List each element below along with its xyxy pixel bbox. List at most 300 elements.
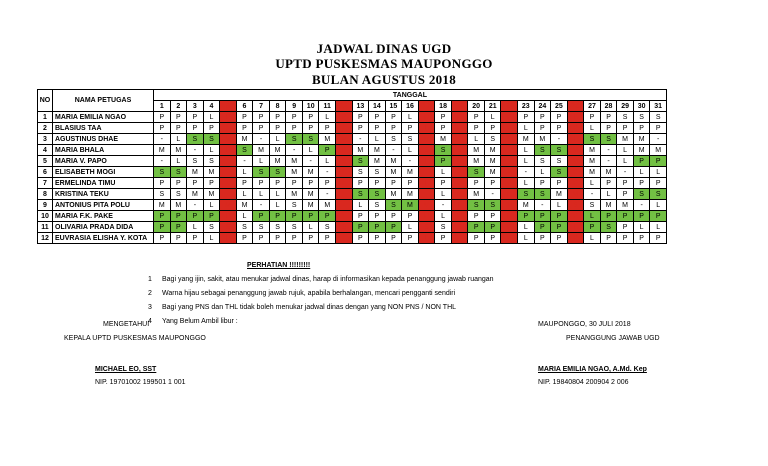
shift-cell: S bbox=[286, 134, 303, 145]
shift-cell: L bbox=[336, 233, 353, 244]
right-signer-nip: NIP. 19840804 200904 2 006 bbox=[538, 379, 629, 386]
shift-cell: L bbox=[584, 123, 601, 134]
shift-cell: - bbox=[286, 145, 303, 156]
day-number-26: 26 bbox=[567, 101, 584, 112]
notes-heading: PERHATIAN !!!!!!!!! bbox=[247, 262, 311, 269]
shift-cell: S bbox=[600, 134, 617, 145]
shift-cell: M bbox=[336, 134, 353, 145]
no-header: NO bbox=[38, 90, 53, 112]
shift-cell: P bbox=[220, 211, 237, 222]
shift-cell: M bbox=[584, 156, 601, 167]
shift-cell: P bbox=[154, 123, 171, 134]
shift-cell: S bbox=[302, 134, 319, 145]
shift-cell: M bbox=[418, 134, 435, 145]
shift-cell: L bbox=[567, 112, 584, 123]
shift-cell: - bbox=[319, 189, 336, 200]
shift-cell: P bbox=[534, 178, 551, 189]
shift-cell: P bbox=[236, 112, 253, 123]
shift-cell: S bbox=[236, 145, 253, 156]
staff-row bbox=[38, 200, 667, 211]
shift-cell: P bbox=[551, 178, 568, 189]
shift-cell: P bbox=[633, 211, 650, 222]
shift-cell: M bbox=[600, 200, 617, 211]
shift-cell: - bbox=[534, 200, 551, 211]
shift-cell: L bbox=[302, 145, 319, 156]
shift-cell: P bbox=[650, 178, 667, 189]
shift-cell: - bbox=[518, 167, 535, 178]
shift-cell: L bbox=[534, 167, 551, 178]
shift-cell: S bbox=[435, 222, 452, 233]
shift-cell: P bbox=[385, 222, 402, 233]
shift-cell: L bbox=[567, 222, 584, 233]
name-header: NAMA PETUGAS bbox=[53, 90, 154, 112]
shift-cell: L bbox=[451, 200, 468, 211]
note-number: 3 bbox=[148, 304, 152, 311]
shift-cell: M bbox=[385, 189, 402, 200]
shift-cell: P bbox=[369, 178, 386, 189]
shift-cell: P bbox=[220, 112, 237, 123]
shift-cell: P bbox=[534, 123, 551, 134]
shift-cell: - bbox=[385, 145, 402, 156]
shift-cell: S bbox=[534, 189, 551, 200]
shift-cell: S bbox=[369, 200, 386, 211]
shift-cell: P bbox=[154, 211, 171, 222]
shift-cell: L bbox=[617, 145, 634, 156]
shift-cell: - bbox=[253, 200, 270, 211]
shift-cell: P bbox=[352, 112, 369, 123]
shift-cell: S bbox=[650, 112, 667, 123]
shift-cell: P bbox=[352, 233, 369, 244]
shift-cell: S bbox=[650, 189, 667, 200]
shift-cell: S bbox=[551, 167, 568, 178]
shift-cell: P bbox=[468, 112, 485, 123]
shift-cell: P bbox=[369, 233, 386, 244]
staff-row bbox=[38, 145, 667, 156]
day-number-29: 29 bbox=[617, 101, 634, 112]
staff-row bbox=[38, 189, 667, 200]
shift-cell: L bbox=[253, 156, 270, 167]
shift-cell: L bbox=[236, 167, 253, 178]
day-number-9: 9 bbox=[286, 101, 303, 112]
staff-name: BLASIUS TAA bbox=[53, 123, 154, 134]
shift-cell: P bbox=[551, 211, 568, 222]
document-subtitle-facility: UPTD PUSKESMAS MAUPONGGO bbox=[275, 56, 493, 71]
shift-cell: S bbox=[617, 112, 634, 123]
shift-cell: - bbox=[154, 156, 171, 167]
staff-row bbox=[38, 167, 667, 178]
shift-cell: M bbox=[302, 167, 319, 178]
shift-cell: - bbox=[253, 134, 270, 145]
shift-cell: M bbox=[584, 145, 601, 156]
note-number: 1 bbox=[148, 276, 152, 283]
left-signer-title: KEPALA UPTD PUSKESMAS MAUPONGGO bbox=[64, 335, 206, 342]
shift-cell: - bbox=[319, 167, 336, 178]
shift-cell: P bbox=[203, 123, 220, 134]
shift-cell: - bbox=[302, 156, 319, 167]
shift-cell: L bbox=[435, 167, 452, 178]
shift-cell: M bbox=[253, 145, 270, 156]
shift-cell: M bbox=[567, 156, 584, 167]
note-text: Warna hijau sebagai penanggung jawab rujuk, apabila berhalangan, mencari pengganti sendiri bbox=[162, 290, 456, 297]
shift-cell: S bbox=[170, 189, 187, 200]
shift-cell: L bbox=[170, 156, 187, 167]
shift-cell: S bbox=[187, 156, 204, 167]
shift-cell: P bbox=[633, 233, 650, 244]
note-text: Yang Belum Ambil libur : bbox=[162, 318, 238, 325]
shift-cell: P bbox=[402, 233, 419, 244]
shift-cell: - bbox=[236, 156, 253, 167]
staff-name: MARIA V. PAPO bbox=[53, 156, 154, 167]
shift-cell: L bbox=[203, 233, 220, 244]
shift-cell: P bbox=[236, 233, 253, 244]
shift-cell: P bbox=[551, 222, 568, 233]
shift-cell: P bbox=[435, 178, 452, 189]
shift-cell: P bbox=[286, 123, 303, 134]
shift-cell: P bbox=[187, 112, 204, 123]
shift-cell: P bbox=[187, 211, 204, 222]
shift-cell: L bbox=[236, 189, 253, 200]
shift-cell: S bbox=[418, 145, 435, 156]
shift-cell: - bbox=[418, 167, 435, 178]
shift-cell: P bbox=[187, 233, 204, 244]
shift-cell: P bbox=[501, 233, 518, 244]
shift-cell: M bbox=[187, 167, 204, 178]
shift-cell: S bbox=[187, 134, 204, 145]
shift-cell: L bbox=[418, 123, 435, 134]
shift-cell: P bbox=[534, 222, 551, 233]
row-number: 2 bbox=[38, 123, 53, 134]
shift-cell: P bbox=[203, 211, 220, 222]
shift-cell: P bbox=[617, 178, 634, 189]
shift-cell: L bbox=[418, 233, 435, 244]
shift-cell: L bbox=[402, 222, 419, 233]
shift-cell: P bbox=[170, 222, 187, 233]
shift-cell: S bbox=[336, 222, 353, 233]
shift-cell: P bbox=[551, 233, 568, 244]
shift-cell: P bbox=[170, 178, 187, 189]
shift-cell: - bbox=[600, 145, 617, 156]
shift-cell: M bbox=[236, 200, 253, 211]
shift-cell: S bbox=[253, 167, 270, 178]
shift-cell: L bbox=[484, 112, 501, 123]
shift-cell: L bbox=[402, 145, 419, 156]
shift-cell: - bbox=[402, 156, 419, 167]
shift-cell: M bbox=[600, 167, 617, 178]
shift-cell: - bbox=[650, 134, 667, 145]
shift-cell: L bbox=[220, 156, 237, 167]
shift-cell: P bbox=[617, 211, 634, 222]
shift-cell: M bbox=[352, 145, 369, 156]
staff-name: ANTONIUS PITA POLU bbox=[53, 200, 154, 211]
day-number-11: 11 bbox=[319, 101, 336, 112]
shift-cell: M bbox=[286, 167, 303, 178]
day-number-13: 13 bbox=[352, 101, 369, 112]
shift-cell: M bbox=[236, 134, 253, 145]
shift-cell: P bbox=[567, 123, 584, 134]
shift-cell: M bbox=[402, 189, 419, 200]
shift-cell: L bbox=[600, 189, 617, 200]
shift-cell: P bbox=[203, 178, 220, 189]
shift-cell: - bbox=[435, 200, 452, 211]
row-number: 11 bbox=[38, 222, 53, 233]
shift-cell: M bbox=[385, 156, 402, 167]
shift-cell: S bbox=[484, 200, 501, 211]
shift-cell: L bbox=[584, 178, 601, 189]
shift-cell: P bbox=[352, 178, 369, 189]
day-number-24: 24 bbox=[534, 101, 551, 112]
day-number-30: 30 bbox=[633, 101, 650, 112]
shift-cell: L bbox=[170, 134, 187, 145]
shift-cell: L bbox=[302, 222, 319, 233]
shift-cell: P bbox=[402, 178, 419, 189]
row-number: 8 bbox=[38, 189, 53, 200]
shift-cell: M bbox=[220, 200, 237, 211]
day-number-4: 4 bbox=[203, 101, 220, 112]
shift-cell: M bbox=[203, 189, 220, 200]
shift-cell: M bbox=[484, 145, 501, 156]
shift-cell: - bbox=[501, 145, 518, 156]
shift-cell: M bbox=[319, 200, 336, 211]
shift-cell: P bbox=[319, 145, 336, 156]
shift-cell: P bbox=[319, 178, 336, 189]
shift-cell: L bbox=[418, 178, 435, 189]
note-item bbox=[148, 318, 238, 325]
staff-name: MARIA BHALA bbox=[53, 145, 154, 156]
day-number-6: 6 bbox=[236, 101, 253, 112]
staff-name: AGUSTINUS DHAE bbox=[53, 134, 154, 145]
shift-cell: M bbox=[484, 167, 501, 178]
shift-cell: - bbox=[220, 167, 237, 178]
shift-cell: P bbox=[352, 222, 369, 233]
shift-cell: P bbox=[385, 123, 402, 134]
shift-cell: - bbox=[451, 134, 468, 145]
shift-cell: S bbox=[451, 145, 468, 156]
shift-cell: S bbox=[385, 200, 402, 211]
shift-cell: P bbox=[319, 211, 336, 222]
shift-cell: S bbox=[435, 145, 452, 156]
shift-cell: M bbox=[269, 156, 286, 167]
document-subtitle-month: BULAN AGUSTUS 2018 bbox=[311, 72, 457, 87]
shift-cell: M bbox=[385, 167, 402, 178]
shift-cell: S bbox=[584, 134, 601, 145]
shift-cell: M bbox=[468, 189, 485, 200]
day-number-8: 8 bbox=[269, 101, 286, 112]
shift-cell: M bbox=[402, 167, 419, 178]
day-number-14: 14 bbox=[369, 101, 386, 112]
shift-cell: P bbox=[319, 123, 336, 134]
shift-cell: P bbox=[468, 123, 485, 134]
shift-cell: M bbox=[170, 200, 187, 211]
shift-cell: S bbox=[286, 222, 303, 233]
shift-cell: L bbox=[336, 167, 353, 178]
shift-cell: S bbox=[220, 222, 237, 233]
shift-cell: P bbox=[302, 123, 319, 134]
shift-cell: L bbox=[518, 233, 535, 244]
note-item bbox=[148, 304, 456, 311]
day-number-1: 1 bbox=[154, 101, 171, 112]
shift-cell: P bbox=[385, 178, 402, 189]
staff-row bbox=[38, 222, 667, 233]
shift-cell: P bbox=[286, 178, 303, 189]
shift-cell: - bbox=[633, 200, 650, 211]
shift-cell: P bbox=[302, 178, 319, 189]
shift-cell: L bbox=[203, 112, 220, 123]
day-number-3: 3 bbox=[187, 101, 204, 112]
shift-cell: P bbox=[369, 112, 386, 123]
shift-cell: L bbox=[236, 211, 253, 222]
shift-cell: P bbox=[369, 123, 386, 134]
shift-cell: M bbox=[187, 189, 204, 200]
day-number-28: 28 bbox=[600, 101, 617, 112]
staff-row bbox=[38, 156, 667, 167]
day-number-19: 19 bbox=[451, 101, 468, 112]
shift-cell: P bbox=[468, 211, 485, 222]
shift-cell: P bbox=[336, 145, 353, 156]
shift-cell: P bbox=[418, 112, 435, 123]
day-number-31: 31 bbox=[650, 101, 667, 112]
shift-cell: P bbox=[451, 178, 468, 189]
left-signer-nip: NIP. 19701002 199501 1 001 bbox=[95, 379, 186, 386]
shift-cell: M bbox=[302, 200, 319, 211]
shift-cell: P bbox=[534, 233, 551, 244]
shift-cell: P bbox=[451, 112, 468, 123]
staff-row bbox=[38, 112, 667, 123]
shift-cell: S bbox=[551, 156, 568, 167]
shift-cell: P bbox=[551, 112, 568, 123]
shift-cell: S bbox=[352, 156, 369, 167]
staff-row bbox=[38, 233, 667, 244]
shift-cell: P bbox=[154, 178, 171, 189]
shift-cell: L bbox=[518, 145, 535, 156]
shift-cell: S bbox=[369, 167, 386, 178]
shift-cell: P bbox=[600, 233, 617, 244]
shift-cell: P bbox=[236, 178, 253, 189]
shift-cell: - bbox=[352, 134, 369, 145]
shift-cell: M bbox=[501, 167, 518, 178]
shift-cell: P bbox=[352, 211, 369, 222]
shift-cell: S bbox=[319, 222, 336, 233]
shift-cell: P bbox=[369, 222, 386, 233]
shift-cell: M bbox=[369, 156, 386, 167]
shift-cell: P bbox=[617, 233, 634, 244]
schedule-table bbox=[37, 89, 667, 244]
shift-cell: L bbox=[633, 167, 650, 178]
shift-cell: P bbox=[650, 123, 667, 134]
shift-cell: P bbox=[451, 167, 468, 178]
shift-cell: L bbox=[336, 178, 353, 189]
shift-cell: - bbox=[600, 156, 617, 167]
shift-cell: P bbox=[154, 233, 171, 244]
row-number: 4 bbox=[38, 145, 53, 156]
shift-cell: P bbox=[584, 222, 601, 233]
shift-cell: L bbox=[468, 134, 485, 145]
shift-cell: M bbox=[269, 145, 286, 156]
day-number-27: 27 bbox=[584, 101, 601, 112]
shift-cell: - bbox=[617, 167, 634, 178]
shift-cell: S bbox=[402, 134, 419, 145]
shift-cell: L bbox=[352, 200, 369, 211]
shift-cell: L bbox=[253, 189, 270, 200]
shift-cell: P bbox=[534, 211, 551, 222]
shift-cell: P bbox=[154, 112, 171, 123]
shift-cell: M bbox=[220, 134, 237, 145]
shift-cell: L bbox=[567, 134, 584, 145]
staff-row bbox=[38, 123, 667, 134]
day-number-21: 21 bbox=[484, 101, 501, 112]
staff-row bbox=[38, 211, 667, 222]
shift-cell: L bbox=[518, 123, 535, 134]
shift-cell: P bbox=[418, 211, 435, 222]
staff-row bbox=[38, 134, 667, 145]
shift-cell: S bbox=[633, 112, 650, 123]
shift-cell: S bbox=[584, 200, 601, 211]
document-title: JADWAL DINAS UGD bbox=[316, 41, 452, 56]
shift-cell: L bbox=[551, 200, 568, 211]
shift-cell: L bbox=[518, 156, 535, 167]
shift-cell: M bbox=[451, 189, 468, 200]
shift-cell: P bbox=[269, 211, 286, 222]
shift-cell: S bbox=[203, 134, 220, 145]
shift-cell: P bbox=[253, 123, 270, 134]
shift-cell: P bbox=[286, 211, 303, 222]
row-number: 5 bbox=[38, 156, 53, 167]
shift-cell: P bbox=[385, 211, 402, 222]
right-signer-name: MARIA EMILIA NGAO, A.Md. Kep bbox=[538, 366, 647, 373]
shift-cell: P bbox=[435, 156, 452, 167]
shift-cell: P bbox=[435, 233, 452, 244]
shift-cell: M bbox=[484, 156, 501, 167]
shift-cell: P bbox=[567, 233, 584, 244]
shift-cell: P bbox=[600, 112, 617, 123]
shift-cell: P bbox=[551, 123, 568, 134]
shift-cell: L bbox=[269, 189, 286, 200]
shift-cell: P bbox=[567, 211, 584, 222]
shift-cell: P bbox=[253, 112, 270, 123]
shift-cell: - bbox=[484, 189, 501, 200]
shift-cell: P bbox=[650, 156, 667, 167]
shift-cell: P bbox=[451, 233, 468, 244]
row-number: 10 bbox=[38, 211, 53, 222]
shift-cell: L bbox=[319, 156, 336, 167]
shift-cell: M bbox=[534, 134, 551, 145]
shift-cell: L bbox=[319, 112, 336, 123]
shift-cell: P bbox=[484, 222, 501, 233]
day-number-7: 7 bbox=[253, 101, 270, 112]
date-header: TANGGAL bbox=[154, 90, 667, 101]
shift-cell: P bbox=[435, 112, 452, 123]
row-number: 7 bbox=[38, 178, 53, 189]
shift-cell: P bbox=[369, 211, 386, 222]
shift-cell: M bbox=[319, 134, 336, 145]
shift-cell: M bbox=[286, 189, 303, 200]
shift-cell: P bbox=[484, 211, 501, 222]
shift-cell: P bbox=[253, 233, 270, 244]
row-number: 12 bbox=[38, 233, 53, 244]
shift-cell: P bbox=[352, 123, 369, 134]
shift-cell: L bbox=[435, 189, 452, 200]
note-number: 4 bbox=[148, 318, 152, 325]
day-number-10: 10 bbox=[302, 101, 319, 112]
shift-cell: L bbox=[269, 200, 286, 211]
shift-cell: L bbox=[269, 134, 286, 145]
shift-cell: M bbox=[501, 200, 518, 211]
shift-cell: P bbox=[187, 178, 204, 189]
shift-cell: P bbox=[584, 112, 601, 123]
shift-cell: - bbox=[187, 200, 204, 211]
shift-cell: L bbox=[518, 222, 535, 233]
shift-cell: M bbox=[402, 200, 419, 211]
shift-cell: P bbox=[269, 233, 286, 244]
